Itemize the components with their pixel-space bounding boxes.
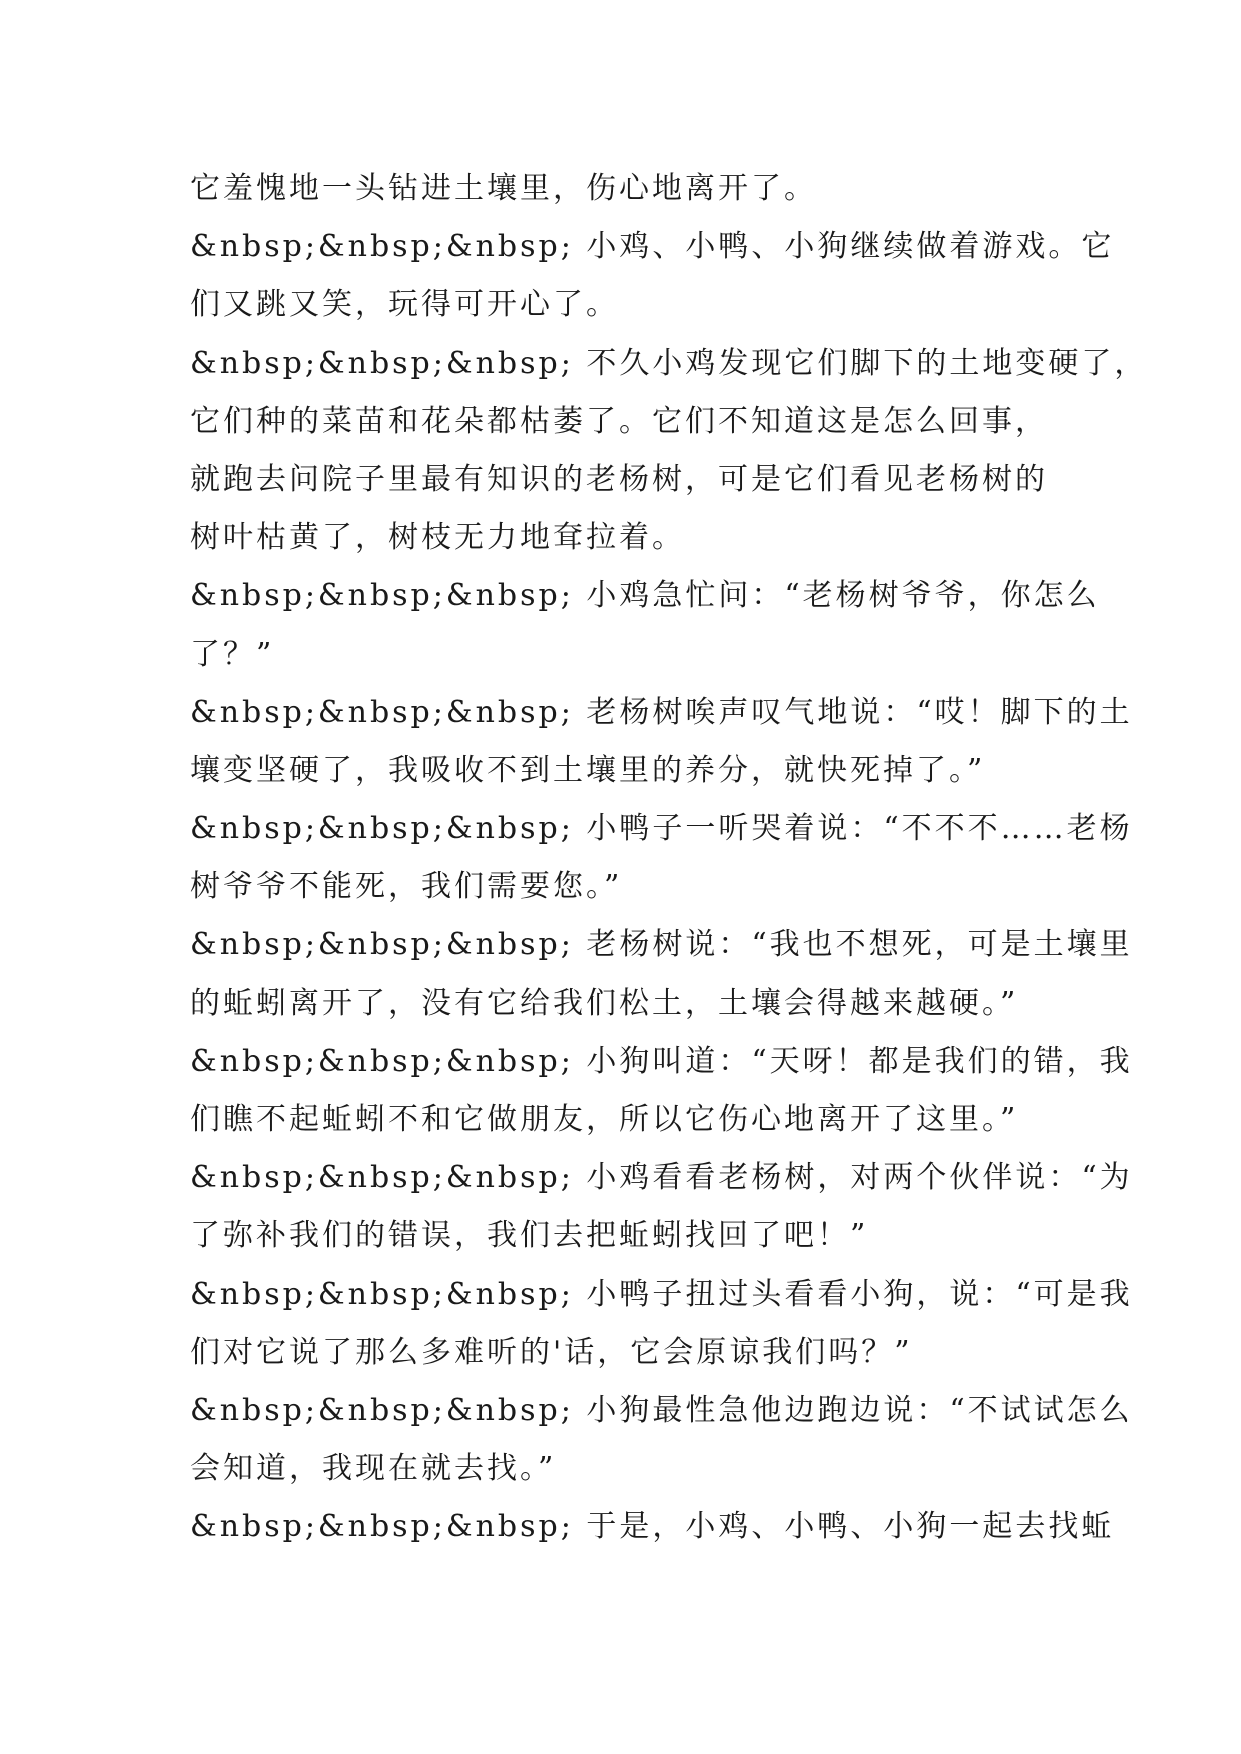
text-line: 就跑去问院子里最有知识的老杨树，可是它们看见老杨树的 [190, 461, 1048, 497]
text-line: 的蚯蚓离开了，没有它给我们松土，土壤会得越来越硬。” [190, 985, 1019, 1021]
text-line: &nbsp;&nbsp;&nbsp; 不久小鸡发现它们脚下的土地变硬了， [190, 345, 1148, 381]
text-line: &nbsp;&nbsp;&nbsp; 小鸡急忙问：“老杨树爷爷，你怎么 [190, 578, 1100, 614]
text-line: 们对它说了那么多难听的'话，它会原谅我们吗？” [190, 1334, 913, 1370]
text-line: &nbsp;&nbsp;&nbsp; 于是，小鸡、小鸭、小狗一起去找蚯 [190, 1509, 1115, 1545]
text-line: &nbsp;&nbsp;&nbsp; 小狗叫道：“天呀！都是我们的错，我 [190, 1043, 1133, 1079]
text-line: &nbsp;&nbsp;&nbsp; 老杨树说：“我也不想死，可是土壤里 [190, 927, 1133, 963]
text-line: 树爷爷不能死，我们需要您。” [190, 869, 623, 905]
text-line: 们瞧不起蚯蚓不和它做朋友，所以它伤心地离开了这里。” [190, 1102, 1019, 1137]
text-line: 它们种的菜苗和花朵都枯萎了。它们不知道这是怎么回事， [190, 403, 1048, 439]
text-line: 了弥补我们的错误，我们去把蚯蚓找回了吧！” [190, 1218, 869, 1254]
text-line: &nbsp;&nbsp;&nbsp; 小鸭子一听哭着说：“不不不……老杨 [190, 811, 1133, 847]
story-text [190, 160, 1148, 1557]
text-line: 壤变坚硬了，我吸收不到土壤里的养分，就快死掉了。” [190, 752, 986, 788]
text-line: &nbsp;&nbsp;&nbsp; 小鸡看看老杨树，对两个伙伴说：“为 [190, 1160, 1133, 1196]
text-line: &nbsp;&nbsp;&nbsp; 小鸡、小鸭、小狗继续做着游戏。它 [190, 229, 1115, 265]
text-line: &nbsp;&nbsp;&nbsp; 小鸭子扭过头看看小狗，说：“可是我 [190, 1276, 1133, 1312]
text-line: &nbsp;&nbsp;&nbsp; 老杨树唉声叹气地说：“哎！脚下的土 [190, 694, 1133, 730]
text-line: 它羞愧地一头钻进土壤里，伤心地离开了。 [190, 171, 817, 206]
text-line: 树叶枯黄了，树枝无力地耷拉着。 [190, 520, 685, 556]
text-line: &nbsp;&nbsp;&nbsp; 小狗最性急他边跑边说：“不试试怎么 [190, 1392, 1133, 1428]
text-line: 了？” [190, 636, 275, 672]
text-line: 会知道，我现在就去找。” [190, 1451, 557, 1487]
text-line: 们又跳又笑，玩得可开心了。 [190, 287, 619, 323]
